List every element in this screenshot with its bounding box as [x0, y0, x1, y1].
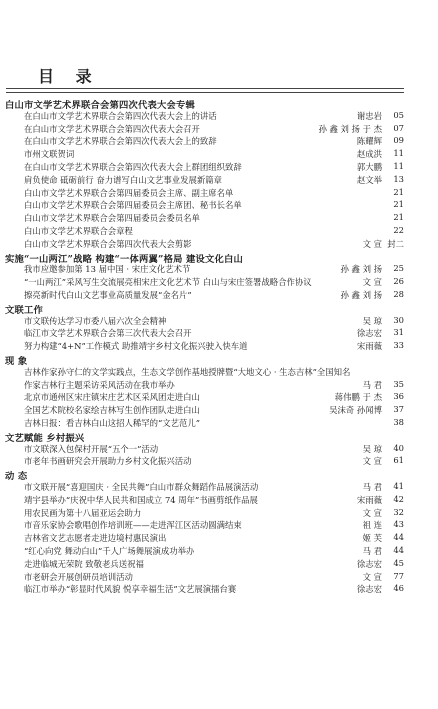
entry-page-number: 21 — [393, 212, 404, 223]
entry-title: 市文联开展“喜迎国庆 · 全民共舞”白山市群众舞蹈作品展演活动 — [24, 482, 259, 492]
entry-page-number: 44 — [393, 532, 404, 543]
entry-author: 徐志宏 — [356, 584, 382, 595]
entry-author: 祖 连 — [362, 520, 382, 531]
entry-author: 文 宣 — [362, 277, 382, 288]
entry-author: 谢忠岩 — [356, 110, 382, 121]
entry-page-number: 26 — [393, 276, 404, 287]
entry-page-number: 28 — [393, 289, 404, 299]
toc-entry[interactable] — [24, 289, 404, 303]
entry-page-number: 44 — [393, 545, 404, 555]
entry-title: 吉林作家孙守仁的文学实践点，生态文学创作基地授牌暨“大地文心 · 生态吉林”全国知名 — [24, 366, 351, 377]
entry-title: 市文联传达学习市委八届六次全会精神 — [24, 315, 167, 326]
entry-title: 肩负使命 砥砺前行 奋力谱写白山文艺事业发展新篇章 — [24, 174, 222, 185]
entry-title: 临江市举办“彰显时代风貌 悦享幸福生活”文艺展演擂台赛 — [24, 584, 237, 595]
page-title: 目 录 — [38, 67, 100, 86]
title-rule-thin — [6, 92, 404, 93]
section-heading: 文联工作 — [5, 304, 43, 316]
entry-page-number: 封二 — [387, 238, 404, 249]
entry-title: 北京市通州区宋庄镇宋庄艺术区采风团走进白山 — [24, 392, 200, 403]
entry-page-number: 40 — [393, 442, 404, 453]
entry-title: 市文联深入包保村开展“五个一”活动 — [24, 443, 159, 454]
entry-title: 在白山市文学艺术界联合会第四次代表大会召开 — [24, 123, 200, 134]
entry-page-number: 46 — [393, 583, 404, 594]
section-heading: 实施“一山两江”战略 构建“一体两翼”格局 建设文化白山 — [5, 253, 243, 265]
entry-author: 吴 琼 — [362, 315, 382, 326]
entry-title: 吉林日报：看吉林白山这招人稀罕的“文艺范儿” — [24, 418, 201, 428]
entry-page-number: 33 — [393, 340, 404, 351]
entry-page-number: 42 — [393, 493, 404, 504]
entry-author: 姬 芙 — [362, 533, 382, 544]
entry-author: 孙 鑫 刘 扬 于 杰 — [318, 123, 382, 134]
entry-page-number: 30 — [393, 314, 404, 325]
entry-page-number: 35 — [393, 378, 404, 389]
entry-title: 走进临城无荣院 致敬老兵送祝福 — [24, 558, 144, 569]
entry-page-number: 21 — [393, 186, 404, 197]
entry-title: 我市应邀参加第 13 届中国 · 宋庄文化艺术节 — [24, 264, 191, 275]
section-heading: 白山市文学艺术界联合会第四次代表大会专辑 — [5, 100, 195, 111]
entry-page-number: 45 — [393, 557, 404, 568]
entry-author: 孙 鑫 刘 扬 — [340, 290, 382, 300]
toc-entry[interactable] — [24, 583, 404, 597]
entry-author: 赵成洪 — [356, 149, 382, 160]
entry-page-number: 32 — [393, 506, 404, 517]
entry-page-number: 43 — [393, 519, 404, 530]
entry-author: 文 宣 — [362, 238, 382, 249]
section-heading: 文艺赋能 乡村振兴 — [5, 432, 85, 444]
entry-title: 在白山市文学艺术界联合会第四次代表大会上群团组织致辞 — [24, 162, 242, 172]
entry-title: 白山市文学艺术界联合会第四届委员会委员名单 — [24, 213, 200, 224]
entry-page-number: 61 — [393, 455, 404, 466]
entry-author: 孙 鑫 刘 扬 — [340, 264, 382, 275]
entry-author: 赵文举 — [356, 174, 382, 185]
entry-page-number: 09 — [393, 135, 404, 146]
entry-page-number: 11 — [393, 161, 404, 171]
entry-author: 陈耀辉 — [356, 136, 382, 147]
entry-author: 吴 琼 — [362, 443, 382, 454]
entry-page-number: 05 — [393, 109, 404, 120]
entry-page-number: 38 — [393, 417, 404, 427]
entry-page-number: 77 — [393, 570, 404, 581]
entry-title: 靖宇县举办“庆祝中华人民共和国成立 74 周年”书画剪纸作品展 — [24, 494, 258, 505]
entry-author: 文 宣 — [362, 507, 382, 518]
entry-title: 在白山市文学艺术界联合会第四次代表大会上的讲话 — [24, 110, 217, 121]
entry-page-number: 31 — [393, 327, 404, 338]
entry-title: 白山市文学艺术界联合会第四次代表大会剪影 — [24, 238, 192, 249]
entry-title: 市老研会开展创研员培训活动 — [24, 571, 133, 582]
entry-author: 宋雨薇 — [356, 341, 382, 352]
toc-entry[interactable] — [24, 340, 404, 354]
entry-page-number: 21 — [393, 199, 404, 210]
entry-title: 用农民画为第十八届亚运会助力 — [24, 507, 142, 518]
entry-page-number: 37 — [393, 404, 404, 415]
entry-title: “红心向党 舞动白山”千人广场舞展演成功举办 — [24, 546, 195, 556]
section-heading: 动 态 — [5, 471, 28, 483]
entry-author: 徐志宏 — [356, 558, 382, 569]
title-rule — [6, 88, 404, 89]
entry-author: 文 宣 — [362, 571, 382, 582]
entry-page-number: 07 — [393, 122, 404, 133]
entry-author: 文 宣 — [362, 456, 382, 467]
entry-author: 徐志宏 — [356, 328, 382, 339]
entry-page-number: 36 — [393, 391, 404, 402]
entry-title: 市州文联贺词 — [24, 149, 75, 160]
entry-title: 白山市文学艺术界联合会第四届委员会主席团、秘书长名单 — [24, 200, 242, 211]
entry-author: 马 君 — [362, 546, 382, 556]
entry-author: 吴沫奇 孙闻博 — [329, 405, 382, 416]
entry-author: 马 君 — [362, 379, 382, 390]
entry-title: 努力构建“4+N”工作模式 助推靖宇乡村文化振兴驶入快车道 — [24, 341, 248, 352]
entry-page-number: 25 — [393, 263, 404, 274]
section-heading: 现 象 — [5, 356, 28, 367]
entry-title: “一山两江”采风写生交流展亮相宋庄文化艺术节 白山与宋庄签署战略合作协议 — [24, 277, 312, 288]
entry-title: 白山市文学艺术界联合会第四届委员会主席、副主席名单 — [24, 187, 234, 198]
entry-title: 吉林省文艺志愿者走进边境村惠民演出 — [24, 533, 167, 544]
toc-entry[interactable] — [24, 455, 404, 469]
entry-page-number: 41 — [393, 481, 404, 491]
entry-title: 作家吉林行主题采访采风活动在我市举办 — [24, 379, 175, 390]
entry-author: 宋雨薇 — [356, 494, 382, 505]
entry-title: 市老年书画研究会开展助力乡村文化振兴活动 — [24, 456, 192, 467]
entry-page-number: 11 — [393, 148, 404, 159]
entry-title: 在白山市文学艺术界联合会第四次代表大会上的致辞 — [24, 136, 217, 147]
entry-page-number: 13 — [393, 173, 404, 184]
entry-title: 临江市文学艺术界联合会第三次代表大会召开 — [24, 328, 192, 339]
entry-page-number: 22 — [393, 225, 404, 235]
entry-title: 全国艺术院校名家绘吉林写生创作团队走进白山 — [24, 405, 200, 416]
entry-author: 马 君 — [362, 482, 382, 492]
entry-title: 白山市文学艺术界联合会章程 — [24, 226, 133, 236]
entry-author: 郭大鹏 — [356, 162, 382, 172]
entry-title: 市音乐家协会歌唱创作培训班——走进浑江区活动圆满结束 — [24, 520, 242, 531]
entry-title: 擦亮新时代白山文艺事业高质量发展“金名片” — [24, 290, 192, 300]
entry-author: 蒋伟鹏 于 杰 — [334, 392, 382, 403]
